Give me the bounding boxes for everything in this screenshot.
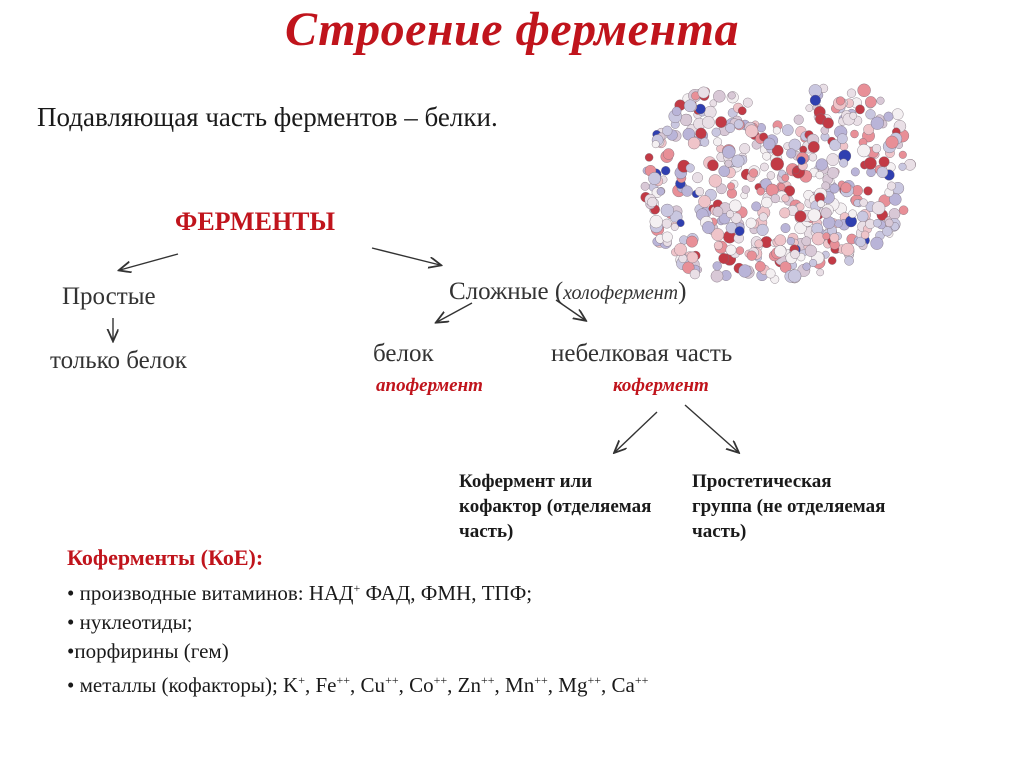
metal-ion: Cu++,: [360, 673, 410, 697]
metals-prefix: • металлы (кофакторы);: [67, 673, 284, 697]
list-item-vitamins: [67, 574, 648, 608]
metal-ion: Mg++,: [558, 673, 612, 697]
arrow-to-complex: [372, 248, 440, 265]
metal-ion: Zn++,: [457, 673, 506, 697]
metals-ions: [283, 673, 648, 697]
complex-label: [449, 278, 686, 306]
simple-sub-label: только белок: [50, 347, 187, 374]
vitamins-text-rest: ФАД, ФМН, ТПФ;: [360, 581, 533, 605]
metal-ion: Mn++,: [505, 673, 559, 697]
metal-ion: Co++,: [409, 673, 458, 697]
apoenzyme-term: апофермент: [376, 375, 483, 396]
list-item-nucleotides: • нуклеотиды;: [67, 610, 193, 634]
ion-charge: +: [298, 673, 305, 687]
ion-charge: ++: [336, 673, 351, 687]
metal-ion: Ca++: [611, 673, 649, 697]
ion-charge: ++: [534, 673, 548, 687]
metal-ion: K+,: [283, 673, 316, 697]
simple-label: Простые: [62, 283, 156, 310]
nad-charge: +: [353, 581, 361, 595]
vitamins-text: • производные витаминов: НАД: [67, 581, 354, 605]
prosthetic-group-box: Простетическая группа (не отделяемая часть): [692, 471, 886, 542]
enzymes-root-label: ФЕРМЕНТЫ: [175, 207, 336, 236]
complex-label-close: ): [678, 278, 687, 305]
nonprotein-label: небелковая часть: [551, 340, 733, 367]
coenzymes-list: [67, 574, 648, 700]
holoenzyme-term: холофермент: [563, 282, 679, 304]
coenzymes-title: Коферменты (КоЕ):: [67, 545, 264, 570]
ion-charge: ++: [481, 673, 495, 687]
ion-charge: ++: [587, 673, 602, 687]
arrow-to-simple: [120, 254, 178, 270]
list-item-metals: [67, 666, 648, 700]
ion-charge: ++: [433, 673, 448, 687]
ion-charge: ++: [634, 673, 649, 687]
subtitle: Подавляющая часть ферментов – белки.: [37, 102, 498, 132]
coenzyme-term: кофермент: [613, 375, 709, 396]
page-title: Строение фермента: [285, 3, 739, 56]
metal-ion: Fe++,: [315, 673, 361, 697]
protein-label: белок: [373, 340, 434, 367]
list-item-porphyrins: •порфирины (гем): [67, 639, 229, 663]
arrow-to-cofactor: [615, 412, 657, 452]
arrow-to-prosthetic: [685, 405, 738, 452]
cofactor-box: Кофермент или кофактор (отделяемая часть): [459, 471, 652, 542]
complex-label-text: Сложные (: [449, 278, 564, 305]
ion-charge: ++: [385, 673, 399, 687]
